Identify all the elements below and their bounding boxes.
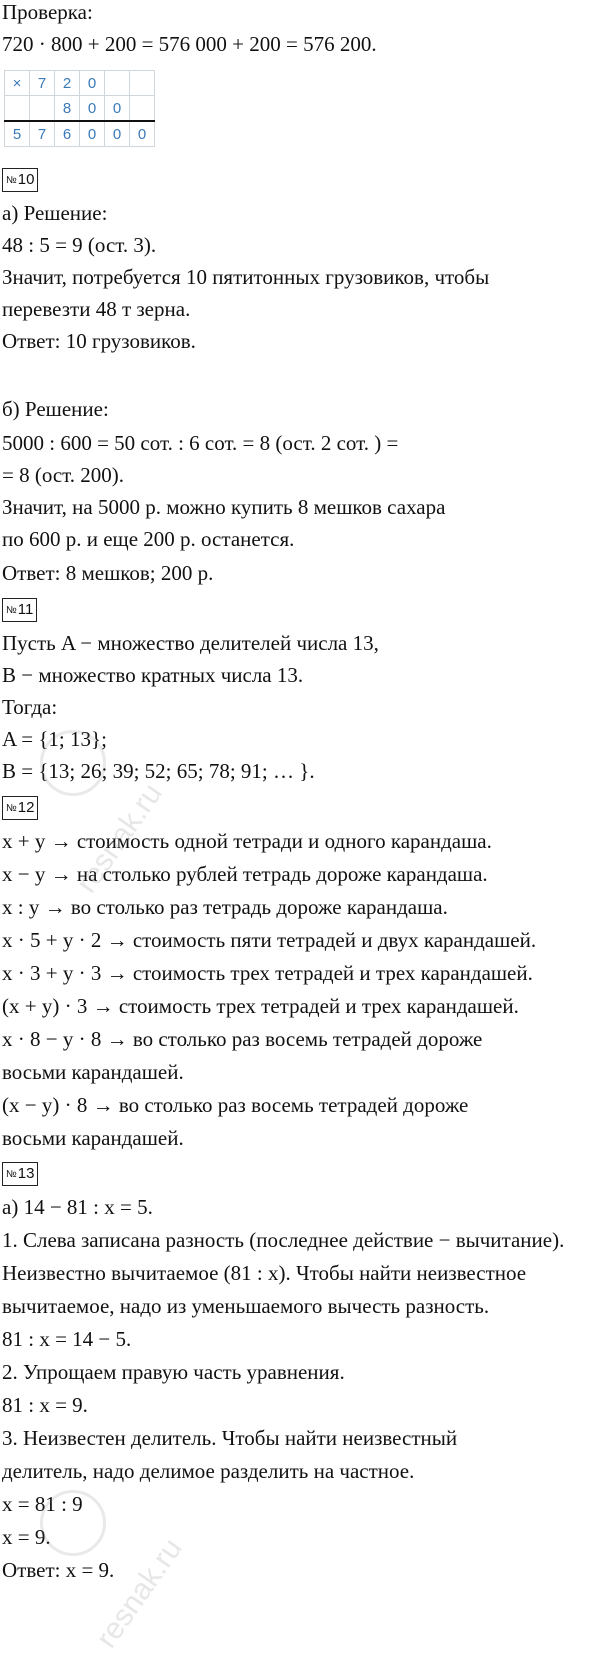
task13-line: x = 9. <box>2 1525 51 1549</box>
task11-line-1: Пусть A − множество делителей числа 13, <box>2 631 379 655</box>
task13-line: 1. Слева записана разность (последнее действие − вычитание). <box>2 1228 565 1252</box>
grid-row-product <box>5 121 155 147</box>
task12-line: восьми карандашей. <box>2 1060 184 1084</box>
task10-b-calc-2: = 8 (ост. 200). <box>2 463 125 487</box>
task13-line: 81 : x = 9. <box>2 1393 88 1417</box>
grid-cell <box>30 96 55 122</box>
task12-line: x − y → на столько рублей тетрадь дороже карандаша. <box>2 862 488 886</box>
task-number-badge <box>2 598 37 622</box>
task-number: 13 <box>17 1165 35 1182</box>
task10-b-header: б) Решение: <box>2 397 109 421</box>
task-number: 10 <box>17 171 35 188</box>
task13-line: x = 81 : 9 <box>2 1492 83 1516</box>
grid-cell: 6 <box>55 121 80 147</box>
task12-line: (x − y) · 8 → во столько раз восемь тетрадей дороже <box>2 1093 469 1117</box>
task12-line: x : y → во столько раз тетрадь дороже карандаша. <box>2 895 448 919</box>
task11-line-4: A = {1; 13}; <box>2 727 107 751</box>
task13-line: Неизвестно вычитаемое (81 : x). Чтобы найти неизвестное <box>2 1261 527 1285</box>
grid-cell: 0 <box>80 71 105 96</box>
grid-cell: 8 <box>55 96 80 122</box>
grid-cell <box>130 71 155 96</box>
task11-line-3: Тогда: <box>2 695 58 719</box>
grid-cell: 0 <box>130 121 155 147</box>
grid-cell <box>130 96 155 122</box>
task12-line: x · 8 − y · 8 → во столько раз восемь тетрадей дороже <box>2 1027 483 1051</box>
task-number: 11 <box>17 601 34 618</box>
task12-line: x · 3 + y · 3 → стоимость трех тетрадей и трех карандашей. <box>2 961 533 985</box>
grid-cell: 7 <box>30 121 55 147</box>
task10-b-answer: Ответ: 8 мешков; 200 р. <box>2 561 214 585</box>
task10-a-text-2: перевезти 48 т зерна. <box>2 297 191 321</box>
task12-line: восьми карандашей. <box>2 1126 184 1150</box>
number-sign: № <box>6 605 17 616</box>
task13-line: Ответ: x = 9. <box>2 1558 115 1582</box>
task13-line: 2. Упрощаем правую часть уравнения. <box>2 1360 345 1384</box>
grid-cell: 0 <box>105 96 130 122</box>
number-sign: № <box>6 175 17 186</box>
task-number-badge <box>2 1162 38 1186</box>
grid-cell: 5 <box>5 121 30 147</box>
task13-line: 81 : x = 14 − 5. <box>2 1327 132 1351</box>
grid-cell <box>5 96 30 122</box>
grid-cell: 0 <box>105 121 130 147</box>
task-number-badge <box>2 796 38 820</box>
task12-line: x · 5 + y · 2 → стоимость пяти тетрадей и двух карандашей. <box>2 928 537 952</box>
grid-row-multiplier <box>5 96 155 122</box>
grid-row-multiplicand <box>5 71 155 96</box>
grid-cell: × <box>5 71 30 96</box>
task10-a-answer: Ответ: 10 грузовиков. <box>2 329 196 353</box>
task13-line: делитель, надо делимое разделить на частное. <box>2 1459 415 1483</box>
task10-a-header: а) Решение: <box>2 201 108 225</box>
task13-line: вычитаемое, надо из уменьшаемого вычесть разность. <box>2 1294 490 1318</box>
task10-b-text-1: Значит, на 5000 р. можно купить 8 мешков сахара <box>2 495 446 519</box>
task13-line: 3. Неизвестен делитель. Чтобы найти неизвестный <box>2 1426 458 1450</box>
task10-b-calc-1: 5000 : 600 = 50 сот. : 6 сот. = 8 (ост. 2 сот. ) = <box>2 431 399 455</box>
task12-line: (x + y) · 3 → стоимость трех тетрадей и трех карандашей. <box>2 994 519 1018</box>
check-title: Проверка: <box>2 0 93 24</box>
multiplication-grid <box>4 70 155 147</box>
task11-line-5: B = {13; 26; 39; 52; 65; 78; 91; … }. <box>2 759 315 783</box>
grid-cell: 0 <box>80 121 105 147</box>
watermark-text: resnak.ru <box>70 777 169 899</box>
task-number-badge <box>2 168 38 192</box>
watermark-text: resnak.ru <box>90 1532 189 1654</box>
check-equation: 720 · 800 + 200 = 576 000 + 200 = 576 200. <box>2 32 377 56</box>
grid-cell: 2 <box>55 71 80 96</box>
task13-line: а) 14 − 81 : x = 5. <box>2 1195 153 1219</box>
grid-cell: 7 <box>30 71 55 96</box>
task10-b-text-2: по 600 р. и еще 200 р. останется. <box>2 527 295 551</box>
grid-cell <box>105 71 130 96</box>
grid-cell: 0 <box>80 96 105 122</box>
task11-line-2: B − множество кратных числа 13. <box>2 663 304 687</box>
task-number: 12 <box>17 799 35 816</box>
task12-line: x + y → стоимость одной тетради и одного карандаша. <box>2 829 492 853</box>
task10-a-text-1: Значит, потребуется 10 пятитонных грузовиков, чтобы <box>2 265 490 289</box>
task10-a-calc: 48 : 5 = 9 (ост. 3). <box>2 233 157 257</box>
number-sign: № <box>6 803 17 814</box>
number-sign: № <box>6 1169 17 1180</box>
